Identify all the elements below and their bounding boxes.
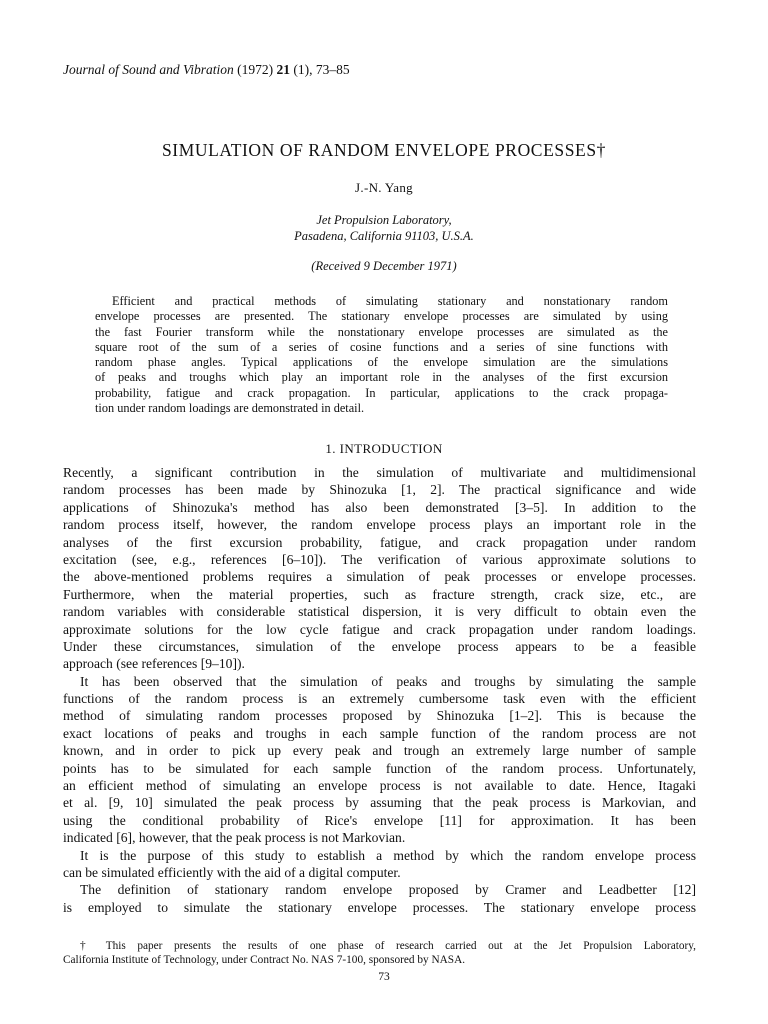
body-line: using the conditional probability of Rice's envelope [11] for approximation. It has been (63, 812, 696, 828)
footnote (63, 939, 696, 967)
paper-title: SIMULATION OF RANDOM ENVELOPE PROCESSES† (161, 140, 607, 160)
body-line: applications of Shinozuka's method has also been demonstrated [3–5]. In addition to the (63, 499, 696, 515)
affiliation-line-2: Pasadena, California 91103, U.S.A. (294, 229, 474, 243)
section-heading: 1. INTRODUCTION (325, 441, 443, 456)
body-line: The definition of stationary random envelope proposed by Cramer and Leadbetter [12] (80, 882, 696, 898)
body-line: known, and in order to pick up every peak and trough an extremely large number of sample (63, 743, 696, 759)
journal-citation (63, 62, 350, 78)
body-line: random process itself, however, the random envelope process plays an important role in the (63, 517, 696, 533)
body-line: approach (see references [9–10]). (63, 656, 245, 672)
body-line: points has to be simulated for each sample function of the random process. Unfortunately, (63, 760, 696, 776)
body-line: can be simulated efficiently with the aid of a digital computer. (63, 864, 401, 880)
body-line: method of simulating random processes proposed by Shinozuka [1–2]. This is because the (63, 708, 696, 724)
body-text (63, 464, 696, 916)
body-line: Under these circumstances, simulation of the envelope process appears to be a feasible (63, 638, 696, 654)
body-line: the above-mentioned problems requires a simulation of peak processes or envelope processes. (63, 569, 696, 585)
body-line: It is the purpose of this study to establish a method by which the random envelope process (80, 847, 696, 863)
body-line: Furthermore, when the material properties, such as fracture strength, crack size, etc., are (63, 586, 696, 602)
body-line: It has been observed that the simulation of peaks and troughs by simulating the sample (80, 673, 696, 689)
abstract-line: square root of the sum of a series of cosine functions and a series of sine functions with (95, 339, 668, 354)
body-line: et al. [9, 10] simulated the peak process by assuming that the peak process is Markovian, and (63, 795, 696, 811)
paper-author: J.-N. Yang (355, 180, 413, 195)
body-line: random variables with considerable statistical dispersion, it is very difficult to obtain even the (63, 604, 696, 620)
affiliation-line-1: Jet Propulsion Laboratory, (316, 213, 452, 227)
page-number: 73 (378, 971, 390, 983)
abstract-line: the fast Fourier transform while the nonstationary envelope processes are simulated as the (95, 324, 668, 339)
body-line: random processes has been made by Shinozuka [1, 2]. The practical significance and wide (63, 482, 696, 498)
footnote-line: California Institute of Technology, under Contract No. NAS 7-100, sponsored by NASA. (63, 954, 466, 966)
body-line: excitation (see, e.g., references [6–10]). The verification of various approximate solutions to (63, 551, 696, 567)
footnote-line: † This paper presents the results of one phase of research carried out at the Jet Propulsion Laboratory, (80, 940, 696, 952)
body-line: exact locations of peaks and troughs in each sample function of the random process are not (63, 725, 696, 741)
body-line: analyses of the first excursion probability, fatigue, and crack propagation under random (63, 534, 696, 550)
body-line: Recently, a significant contribution in the simulation of multivariate and multidimensional (63, 465, 696, 480)
abstract-line: of peaks and troughs which play an important role in the analyses of the first excursion (95, 370, 668, 385)
body-line: is employed to simulate the stationary envelope processes. The stationary envelope process (63, 899, 696, 915)
journal-year: (1972) (237, 62, 274, 77)
affiliation (0, 212, 768, 244)
abstract (95, 294, 668, 416)
abstract-line: Efficient and practical methods of simulating stationary and nonstationary random (112, 294, 668, 308)
journal-issue-pages: (1), 73–85 (293, 62, 350, 77)
abstract-line: probability, fatigue and crack propagation. In particular, applications to the crack propaga- (95, 385, 668, 400)
abstract-line: random phase angles. Typical applications of the envelope simulation are the simulations (95, 355, 668, 370)
abstract-line: tion under random loadings are demonstrated in detail. (95, 401, 365, 416)
journal-volume: 21 (276, 62, 290, 77)
body-line: functions of the random process is an extremely cumbersome task even with the efficient (63, 691, 696, 707)
abstract-line: envelope processes are presented. The stationary envelope processes are simulated by using (95, 309, 668, 324)
received-date: (Received 9 December 1971) (311, 259, 457, 273)
body-line: indicated [6], however, that the peak process is not Markovian. (63, 830, 406, 846)
body-line: approximate solutions for the low cycle fatigue and crack propagation under random loadings. (63, 621, 696, 637)
journal-name: Journal of Sound and Vibration (63, 62, 234, 77)
body-line: an efficient method of simulating an envelope process is not available to date. Hence, Itagaki (63, 778, 696, 794)
